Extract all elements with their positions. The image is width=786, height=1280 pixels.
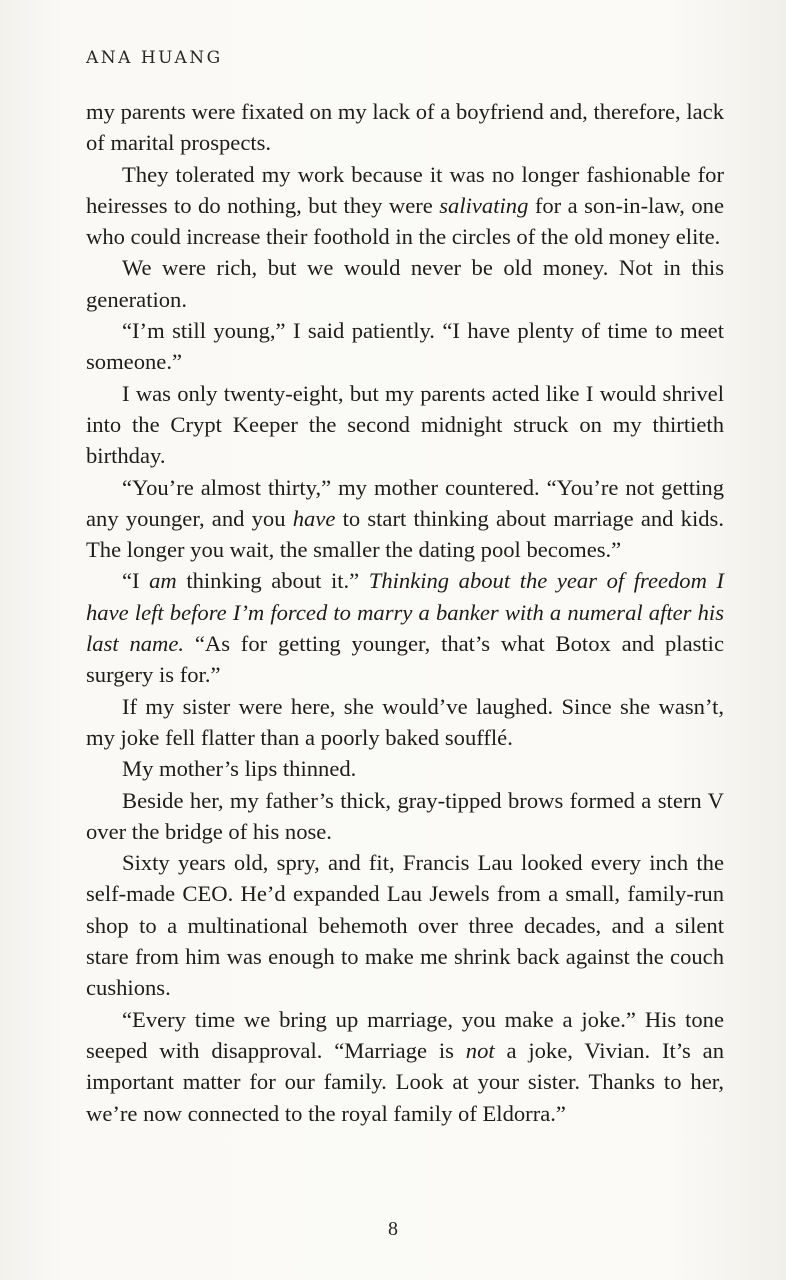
text-run: Sixty years old, spry, and fit, Francis Lau looked every inch the self-made CEO. He’d expanded Lau Jewels from a small, family-run shop to a multinational behemoth over three decades, and a silent stare from him was enough to make me shrink back against the couch cushions. xyxy=(86,850,724,1001)
page-number: 8 xyxy=(388,1218,398,1240)
running-header-author: ANA HUANG xyxy=(86,48,223,68)
text-run: We were rich, but we would never be old money. Not in this generation. xyxy=(86,255,724,312)
italic-text: have xyxy=(292,505,336,531)
text-run: a joke, Vivian. It’s an important matter for our family. Look at your sister. Thanks to her, we’re now connected to the royal family of Eldorra.” xyxy=(86,1037,724,1126)
italic-text: Thinking about the year of freedom I have left before I’m forced to marry a banker with a numeral after his last name. xyxy=(86,568,724,657)
paragraph xyxy=(86,315,724,378)
paragraph xyxy=(86,252,724,315)
paragraph xyxy=(86,1004,724,1129)
text-run: “As for getting younger, that’s what Botox and plastic surgery is for.” xyxy=(86,631,724,688)
text-run: They tolerated my work because it was no longer fashionable for heiresses to do nothing, but they were xyxy=(86,161,724,218)
paragraph xyxy=(86,691,724,754)
text-run: My mother’s lips thinned. xyxy=(122,756,357,782)
text-run: my parents were fixated on my lack of a boyfriend and, therefore, lack of marital prospects. xyxy=(86,99,724,156)
italic-text: am xyxy=(149,568,177,594)
text-run: Beside her, my father’s thick, gray-tipped brows formed a stern V over the bridge of his nose. xyxy=(86,787,724,844)
italic-text: not xyxy=(465,1037,495,1063)
paragraph xyxy=(86,159,724,253)
text-run: for a son-in-law, one who could increase their foothold in the circles of the old money elite. xyxy=(86,192,724,250)
italic-text: salivating xyxy=(439,192,529,218)
text-run: “I xyxy=(122,568,150,594)
paragraph xyxy=(86,847,724,1003)
text-run: “Every time we bring up marriage, you make a joke.” His tone seeped with disapproval. “Marriage is xyxy=(86,1006,724,1063)
text-run: If my sister were here, she would’ve laughed. Since she wasn’t, my joke fell flatter than a poorly baked soufflé. xyxy=(86,693,724,750)
body-text xyxy=(86,96,724,1129)
paragraph xyxy=(86,378,724,472)
paragraph xyxy=(86,472,724,566)
text-run: to start thinking about marriage and kids. The longer you wait, the smaller the dating pool becomes.” xyxy=(86,505,724,563)
text-run: thinking about it.” xyxy=(176,568,369,594)
text-run: “You’re almost thirty,” my mother countered. “You’re not getting any younger, and you xyxy=(86,474,724,531)
paragraph xyxy=(86,96,724,159)
paragraph xyxy=(86,785,724,848)
text-run: I was only twenty-eight, but my parents acted like I would shrivel into the Crypt Keeper the second midnight struck on my thirtieth birthday. xyxy=(86,380,724,469)
text-run: “I’m still young,” I said patiently. “I have plenty of time to meet someone.” xyxy=(86,318,724,375)
paragraph xyxy=(86,753,724,784)
paragraph xyxy=(86,565,724,690)
